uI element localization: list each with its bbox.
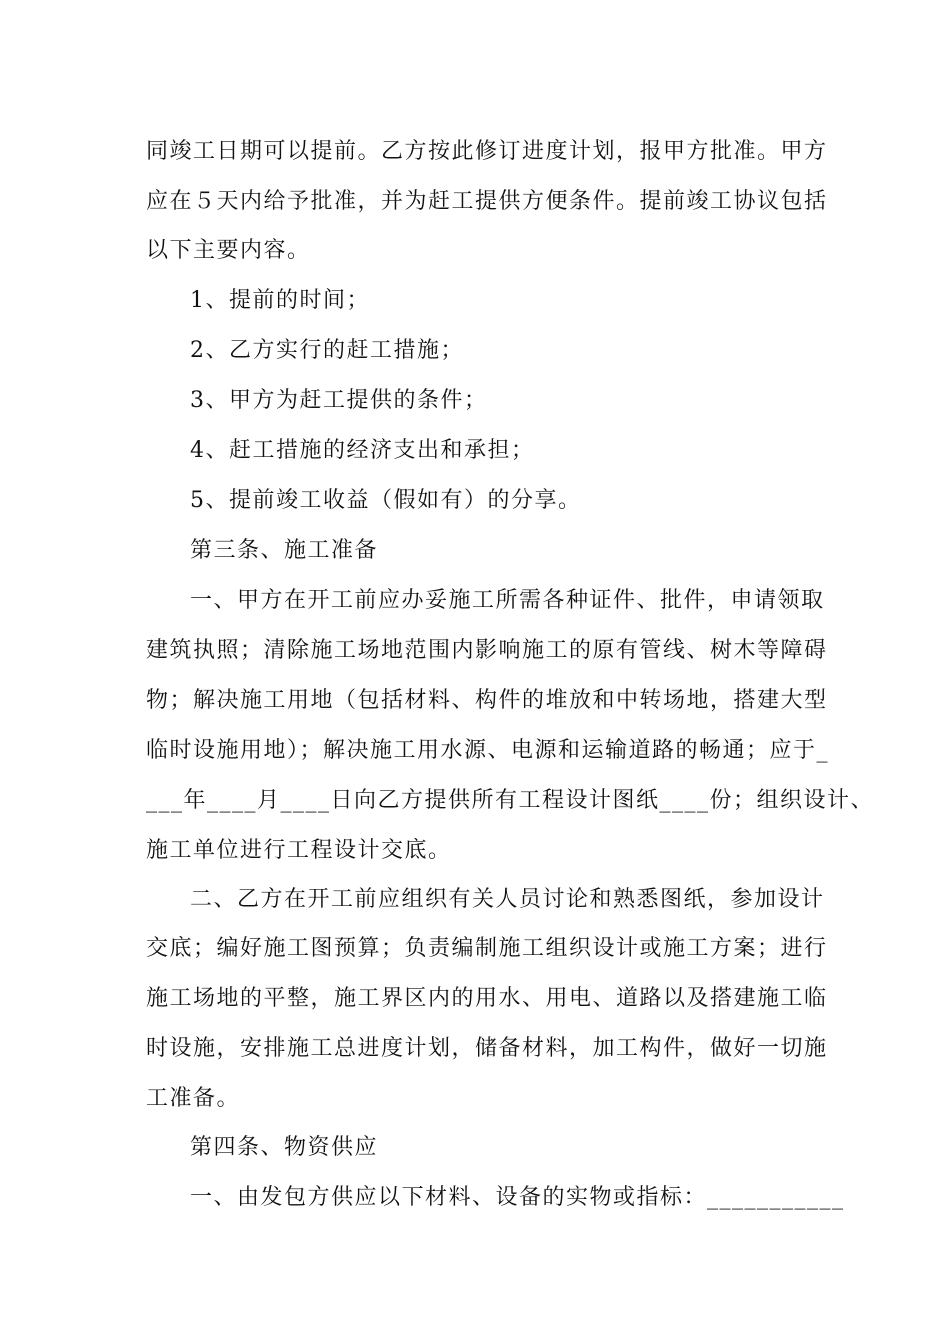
section-heading: 第四条、物资供应 [190,1135,379,1160]
section-heading: 第三条、施工准备 [190,538,379,563]
paragraph-line: 以下主要内容。 [146,238,311,263]
paragraph-line: 二、乙方在开工前应组织有关人员讨论和熟悉图纸，参加设计 [190,887,825,912]
paragraph-line: 一、由发包方供应以下材料、设备的实物或指标：___________ [190,1185,845,1210]
paragraph-line: 一、甲方在开工前应办妥施工所需各种证件、批件，申请领取 [190,588,825,613]
paragraph-line: 建筑执照；清除施工场地范围内影响施工的原有管线、树木等障碍 [146,638,828,663]
paragraph-line: 工准备。 [146,1086,241,1111]
paragraph-line: 临时设施用地）；解决施工用水源、电源和运输道路的畅通；应于_ [146,738,830,763]
paragraph-line: 应在５天内给予批准，并为赶工提供方便条件。提前竣工协议包括 [146,189,828,214]
paragraph-line: 交底；编好施工图预算；负责编制施工组织设计或施工方案；进行 [146,936,828,961]
list-item: 1、提前的时间； [190,288,370,313]
paragraph-line: 同竣工日期可以提前。乙方按此修订进度计划，报甲方批准。甲方 [146,139,828,164]
paragraph-line: 时设施，安排施工总进度计划，储备材料，加工构件，做好一切施 [146,1036,828,1061]
paragraph-line: 施工场地的平整，施工界区内的用水、用电、道路以及搭建施工临 [146,986,828,1011]
list-item: 2、乙方实行的赶工措施； [190,338,464,363]
paragraph-line: ___年____月____日向乙方提供所有工程设计图纸____份；组织设计、 [146,788,875,813]
list-item: 3、甲方为赶工提供的条件； [190,388,488,413]
paragraph-line: 施工单位进行工程设计交底。 [146,838,452,863]
list-item: 4、赶工措施的经济支出和承担； [190,438,535,463]
list-item: 5、提前竣工收益（假如有）的分享。 [190,488,582,513]
paragraph-line: 物；解决施工用地（包括材料、构件的堆放和中转场地，搭建大型 [146,688,828,713]
